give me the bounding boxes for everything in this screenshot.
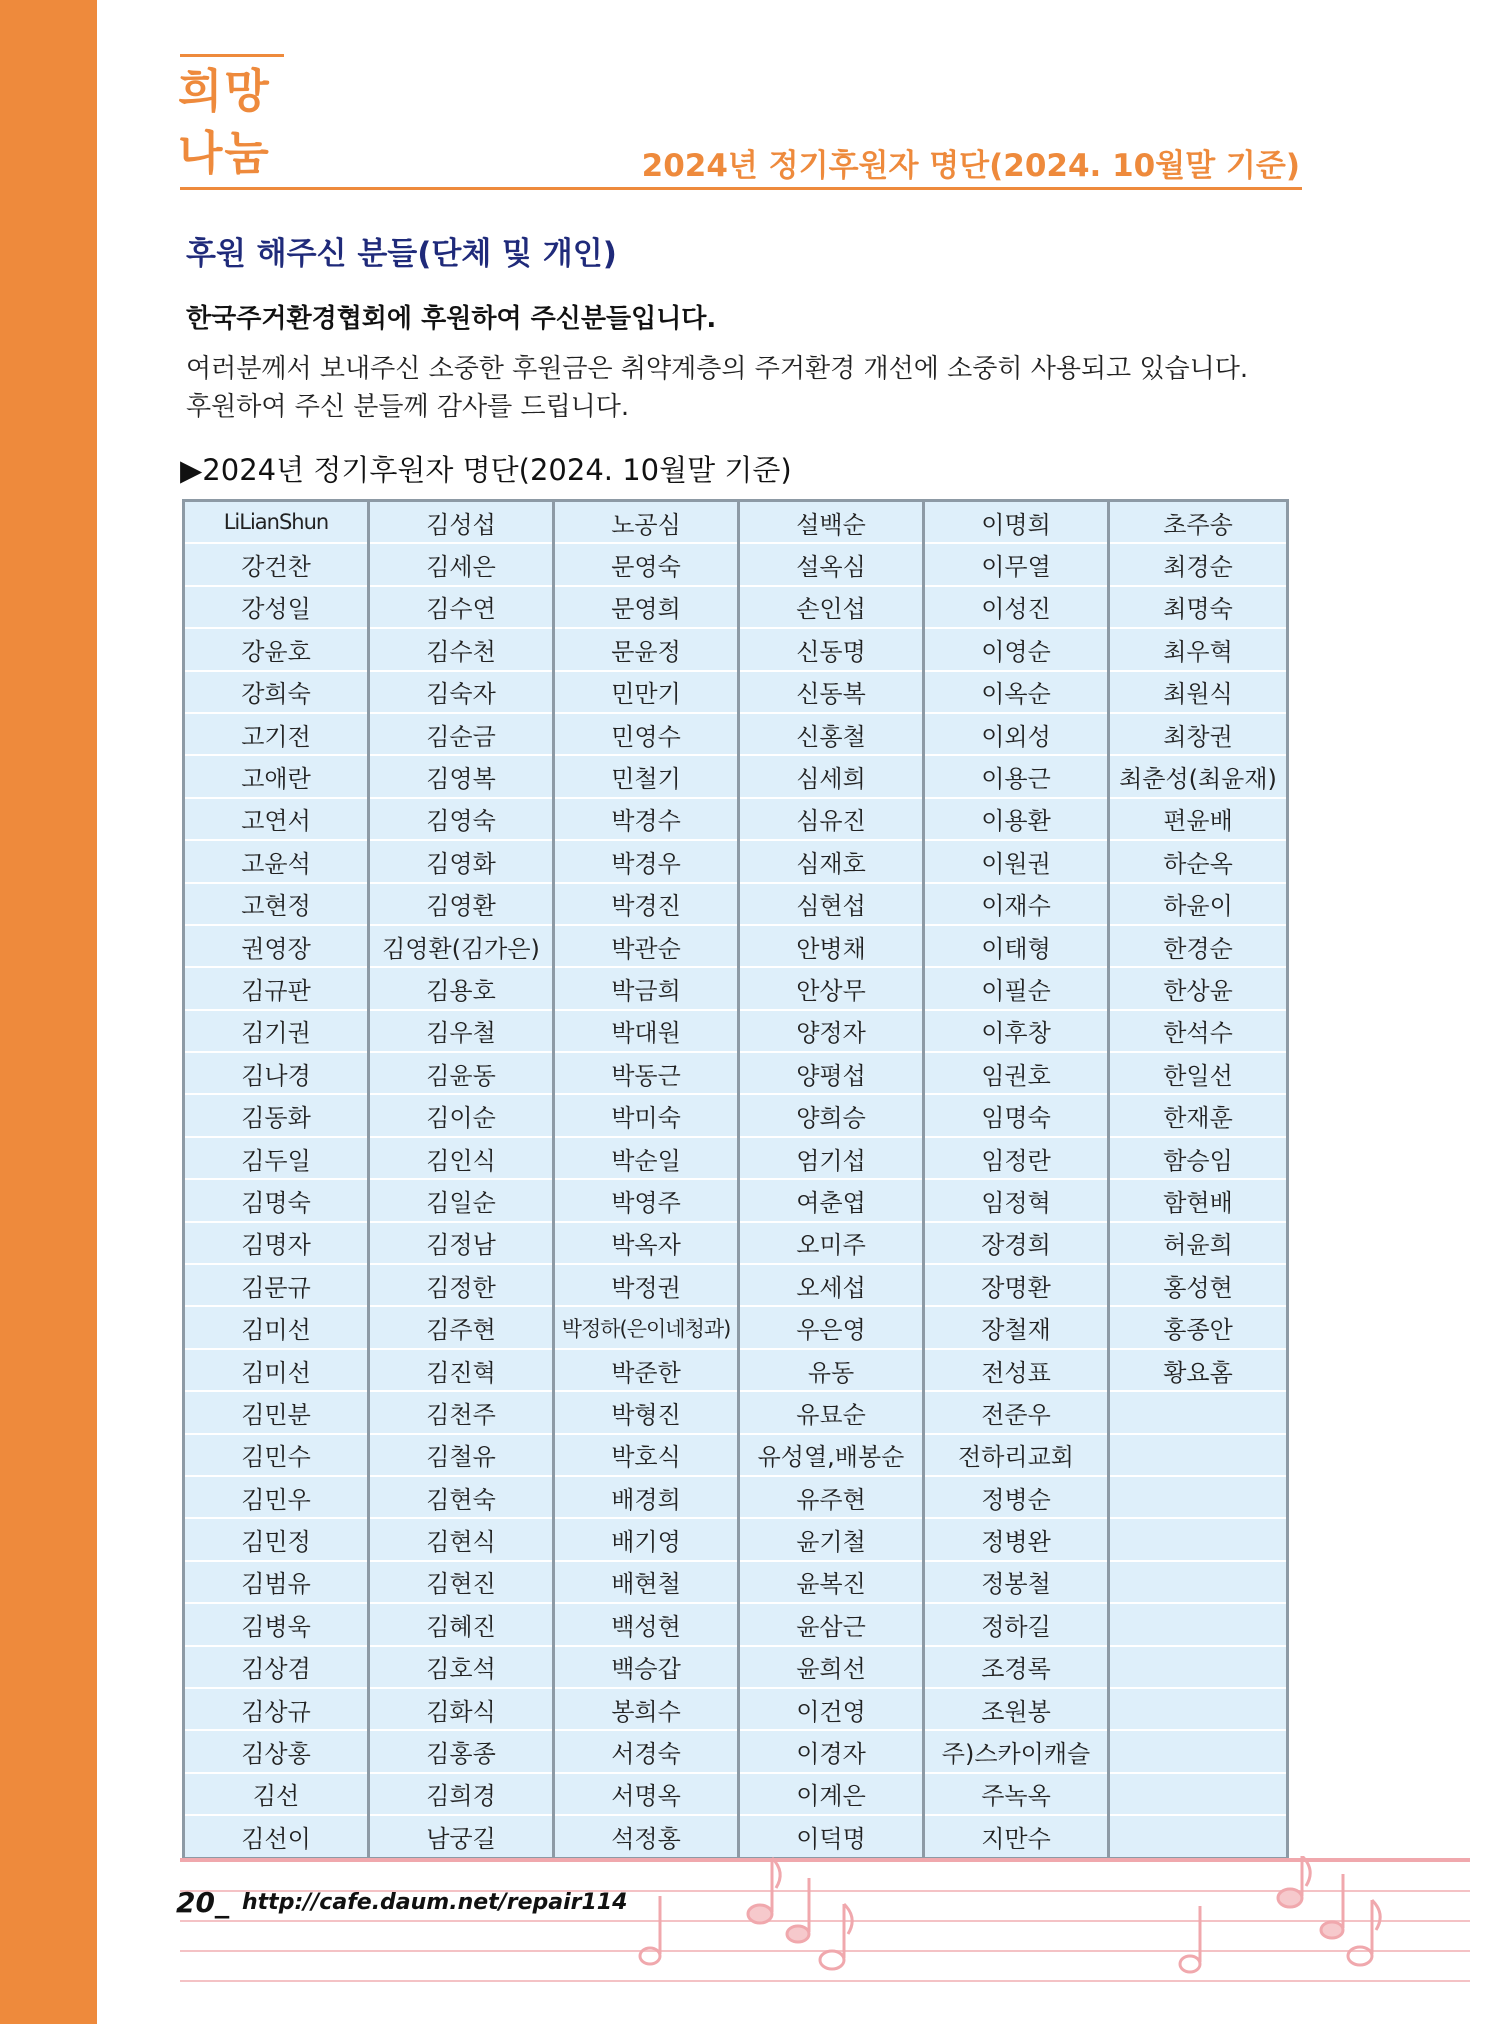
- donor-name-cell: 임권호: [924, 1052, 1109, 1094]
- donor-name-cell: 백성현: [554, 1603, 739, 1645]
- donor-name-cell: 안상무: [739, 967, 924, 1009]
- donor-name-cell: 설옥심: [739, 543, 924, 585]
- donor-name-cell: 전성표: [924, 1349, 1109, 1391]
- donor-name-cell: 박관순: [554, 925, 739, 967]
- donor-name-cell: 박경수: [554, 798, 739, 840]
- table-row: [184, 501, 1288, 544]
- donor-name-cell: 김명자: [184, 1222, 369, 1264]
- donor-name-cell: 홍성현: [1109, 1264, 1288, 1306]
- donor-name-cell: 장명환: [924, 1264, 1109, 1306]
- table-row: [184, 1349, 1288, 1391]
- donor-name-cell: 배경희: [554, 1476, 739, 1518]
- donor-name-cell: 김상홍: [184, 1730, 369, 1772]
- donor-name-cell: 박준한: [554, 1349, 739, 1391]
- donor-name-cell: 손인섭: [739, 586, 924, 628]
- donor-name-cell: 백승갑: [554, 1646, 739, 1688]
- donor-name-cell: 함현배: [1109, 1179, 1288, 1221]
- donor-name-cell: 최춘성(최윤재): [1109, 755, 1288, 797]
- donor-name-cell: 한경순: [1109, 925, 1288, 967]
- donor-name-cell: 배기영: [554, 1518, 739, 1560]
- donor-name-cell: 이계은: [739, 1773, 924, 1815]
- header-rule: [180, 187, 1302, 190]
- donor-name-cell: 심현섭: [739, 883, 924, 925]
- donor-name-cell: 김이순: [369, 1094, 554, 1136]
- donor-name-cell: 김민수: [184, 1434, 369, 1476]
- brand-line-1: 희망: [178, 64, 271, 118]
- donor-name-cell: 이용근: [924, 755, 1109, 797]
- donor-name-cell: 김천주: [369, 1391, 554, 1433]
- donor-name-cell: 박순일: [554, 1137, 739, 1179]
- donor-name-cell: 신홍철: [739, 713, 924, 755]
- donor-name-cell: 박금희: [554, 967, 739, 1009]
- donor-name-cell: 김명숙: [184, 1179, 369, 1221]
- donor-name-cell: 박정하(은이네청과): [554, 1306, 739, 1348]
- donor-name-cell: 홍종안: [1109, 1306, 1288, 1348]
- donor-name-cell: 김민정: [184, 1518, 369, 1560]
- donor-name-cell: 김호석: [369, 1646, 554, 1688]
- donor-name-cell: 봉희수: [554, 1688, 739, 1730]
- donor-name-cell: 김현진: [369, 1561, 554, 1603]
- brand-rule: [180, 54, 284, 57]
- donor-name-cell: 설백순: [739, 501, 924, 544]
- donor-table: [182, 499, 1289, 1860]
- donor-name-cell: 유묘순: [739, 1391, 924, 1433]
- donor-name-cell: 한재훈: [1109, 1094, 1288, 1136]
- donor-name-cell: 이외성: [924, 713, 1109, 755]
- donor-name-cell: 고현정: [184, 883, 369, 925]
- donor-name-cell: 박미숙: [554, 1094, 739, 1136]
- donor-name-cell: 이필순: [924, 967, 1109, 1009]
- table-row: [184, 543, 1288, 585]
- donor-name-cell: 유성열,배봉순: [739, 1434, 924, 1476]
- donor-name-cell: 김정남: [369, 1222, 554, 1264]
- table-row: [184, 1052, 1288, 1094]
- footer-url-link[interactable]: http://cafe.daum.net/repair114: [242, 1890, 628, 1915]
- donor-name-cell: 김인식: [369, 1137, 554, 1179]
- donor-name-cell: 박대원: [554, 1010, 739, 1052]
- donor-name-cell: 양정자: [739, 1010, 924, 1052]
- brand-line-2: 나눔: [178, 126, 271, 180]
- donor-name-cell: 김두일: [184, 1137, 369, 1179]
- intro-paragraph: [186, 350, 1306, 426]
- donor-name-cell: 김현식: [369, 1518, 554, 1560]
- donor-name-cell: 편윤배: [1109, 798, 1288, 840]
- table-row: [184, 798, 1288, 840]
- donor-name-cell: 심세희: [739, 755, 924, 797]
- donor-name-cell: 박형진: [554, 1391, 739, 1433]
- donor-name-cell: 최명숙: [1109, 586, 1288, 628]
- page-header-title: 2024년 정기후원자 명단(2024. 10월말 기준): [641, 148, 1300, 184]
- section-heading: 후원 해주신 분들(단체 및 개인): [186, 236, 617, 272]
- donor-name-cell: [1109, 1434, 1288, 1476]
- table-row: [184, 1773, 1288, 1815]
- table-row: [184, 1730, 1288, 1772]
- donor-name-cell: 이재수: [924, 883, 1109, 925]
- donor-name-cell: 이덕명: [739, 1815, 924, 1858]
- table-row: [184, 1179, 1288, 1221]
- donor-name-cell: 정병완: [924, 1518, 1109, 1560]
- donor-name-cell: 김영환(김가은): [369, 925, 554, 967]
- donor-name-cell: 임명숙: [924, 1094, 1109, 1136]
- donor-name-cell: 배현철: [554, 1561, 739, 1603]
- donor-name-cell: 김용호: [369, 967, 554, 1009]
- donor-name-cell: 강건찬: [184, 543, 369, 585]
- donor-name-cell: 양희승: [739, 1094, 924, 1136]
- donor-name-cell: 강윤호: [184, 628, 369, 670]
- donor-name-cell: 유동: [739, 1349, 924, 1391]
- donor-name-cell: 지만수: [924, 1815, 1109, 1858]
- donor-name-cell: 최경순: [1109, 543, 1288, 585]
- table-row: [184, 1561, 1288, 1603]
- donor-name-cell: 김영환: [369, 883, 554, 925]
- donor-name-cell: 안병채: [739, 925, 924, 967]
- donor-name-cell: [1109, 1561, 1288, 1603]
- donor-name-cell: 김상겸: [184, 1646, 369, 1688]
- donor-name-cell: 정봉철: [924, 1561, 1109, 1603]
- donor-name-cell: 민영수: [554, 713, 739, 755]
- donor-name-cell: [1109, 1476, 1288, 1518]
- donor-name-cell: 박옥자: [554, 1222, 739, 1264]
- table-row: [184, 883, 1288, 925]
- donor-name-cell: 정하길: [924, 1603, 1109, 1645]
- donor-name-cell: 박정권: [554, 1264, 739, 1306]
- donor-name-cell: 박경우: [554, 840, 739, 882]
- donor-name-cell: 고애란: [184, 755, 369, 797]
- donor-name-cell: 김정한: [369, 1264, 554, 1306]
- table-row: [184, 1222, 1288, 1264]
- donor-name-cell: 김일순: [369, 1179, 554, 1221]
- donor-name-cell: 윤삼근: [739, 1603, 924, 1645]
- donor-name-cell: 양평섭: [739, 1052, 924, 1094]
- donor-name-cell: 김화식: [369, 1688, 554, 1730]
- donor-name-cell: 심유진: [739, 798, 924, 840]
- donor-name-cell: 오미주: [739, 1222, 924, 1264]
- donor-name-cell: 김문규: [184, 1264, 369, 1306]
- music-notes-icon: [620, 1856, 880, 1976]
- donor-name-cell: 최원식: [1109, 671, 1288, 713]
- donor-name-cell: 박경진: [554, 883, 739, 925]
- table-row: [184, 671, 1288, 713]
- table-row: [184, 628, 1288, 670]
- donor-name-cell: 김철유: [369, 1434, 554, 1476]
- donor-name-cell: 이태형: [924, 925, 1109, 967]
- table-row: [184, 755, 1288, 797]
- donor-name-cell: 오세섭: [739, 1264, 924, 1306]
- table-row: [184, 1646, 1288, 1688]
- table-row: [184, 1137, 1288, 1179]
- donor-name-cell: 임정혁: [924, 1179, 1109, 1221]
- donor-name-cell: [1109, 1603, 1288, 1645]
- donor-name-cell: [1109, 1518, 1288, 1560]
- donor-name-cell: 김숙자: [369, 671, 554, 713]
- donor-name-cell: 문영숙: [554, 543, 739, 585]
- table-row: [184, 1688, 1288, 1730]
- donor-name-cell: 조원봉: [924, 1688, 1109, 1730]
- donor-name-cell: 장경희: [924, 1222, 1109, 1264]
- donor-name-cell: 이후창: [924, 1010, 1109, 1052]
- donor-name-cell: 김주현: [369, 1306, 554, 1348]
- donor-name-cell: LiLianShun: [184, 501, 369, 544]
- donor-name-cell: 박동근: [554, 1052, 739, 1094]
- donor-name-cell: 노공심: [554, 501, 739, 544]
- donor-name-cell: 주녹옥: [924, 1773, 1109, 1815]
- donor-name-cell: [1109, 1730, 1288, 1772]
- donor-name-cell: 서경숙: [554, 1730, 739, 1772]
- donor-name-cell: 문윤정: [554, 628, 739, 670]
- table-row: [184, 1264, 1288, 1306]
- table-row: [184, 1476, 1288, 1518]
- donor-name-cell: [1109, 1688, 1288, 1730]
- table-row: [184, 967, 1288, 1009]
- side-color-bar: [0, 0, 97, 2024]
- donor-name-cell: 윤희선: [739, 1646, 924, 1688]
- donor-name-cell: 한일선: [1109, 1052, 1288, 1094]
- table-row: [184, 1815, 1288, 1858]
- table-row: [184, 1603, 1288, 1645]
- donor-name-cell: 이경자: [739, 1730, 924, 1772]
- donor-name-cell: 전하리교회: [924, 1434, 1109, 1476]
- donor-name-cell: 김상규: [184, 1688, 369, 1730]
- donor-name-cell: 김혜진: [369, 1603, 554, 1645]
- donor-name-cell: 서명옥: [554, 1773, 739, 1815]
- donor-name-cell: 신동명: [739, 628, 924, 670]
- donor-name-cell: 신동복: [739, 671, 924, 713]
- donor-name-cell: 황요홈: [1109, 1349, 1288, 1391]
- donor-name-cell: 하순옥: [1109, 840, 1288, 882]
- donor-name-cell: 허윤희: [1109, 1222, 1288, 1264]
- table-row: [184, 586, 1288, 628]
- donor-name-cell: 김성섭: [369, 501, 554, 544]
- donor-name-cell: 이성진: [924, 586, 1109, 628]
- donor-name-cell: 유주현: [739, 1476, 924, 1518]
- donor-name-cell: 김우철: [369, 1010, 554, 1052]
- donor-name-cell: 초주송: [1109, 501, 1288, 544]
- donor-name-cell: 김선: [184, 1773, 369, 1815]
- donor-name-cell: 김선이: [184, 1815, 369, 1858]
- table-row: [184, 840, 1288, 882]
- donor-name-cell: 김현숙: [369, 1476, 554, 1518]
- donor-name-cell: 김세은: [369, 543, 554, 585]
- donor-name-cell: 권영장: [184, 925, 369, 967]
- donor-name-cell: 김범유: [184, 1561, 369, 1603]
- donor-name-cell: 전준우: [924, 1391, 1109, 1433]
- donor-name-cell: 윤복진: [739, 1561, 924, 1603]
- donor-name-cell: 김순금: [369, 713, 554, 755]
- donor-name-cell: 민만기: [554, 671, 739, 713]
- donor-name-cell: 주)스카이캐슬: [924, 1730, 1109, 1772]
- music-notes-icon: [1160, 1856, 1420, 1976]
- donor-name-cell: 김영복: [369, 755, 554, 797]
- intro-line-2: 후원하여 주신 분들께 감사를 드립니다.: [186, 392, 630, 422]
- donor-name-cell: 강성일: [184, 586, 369, 628]
- donor-name-cell: 최우혁: [1109, 628, 1288, 670]
- donor-name-cell: 정병순: [924, 1476, 1109, 1518]
- table-row: [184, 713, 1288, 755]
- donor-name-cell: 김미선: [184, 1349, 369, 1391]
- donor-name-cell: 김홍종: [369, 1730, 554, 1772]
- table-row: [184, 1518, 1288, 1560]
- donor-name-cell: 남궁길: [369, 1815, 554, 1858]
- donor-name-cell: 여춘엽: [739, 1179, 924, 1221]
- donor-name-cell: 문영희: [554, 586, 739, 628]
- donor-name-cell: 이건영: [739, 1688, 924, 1730]
- page-number: 20_: [176, 1886, 229, 1919]
- donor-name-cell: 심재호: [739, 840, 924, 882]
- donor-name-cell: 조경록: [924, 1646, 1109, 1688]
- donor-name-cell: 김동화: [184, 1094, 369, 1136]
- donor-name-cell: 한상윤: [1109, 967, 1288, 1009]
- donor-name-cell: 김수연: [369, 586, 554, 628]
- donor-name-cell: 김진혁: [369, 1349, 554, 1391]
- table-row: [184, 925, 1288, 967]
- staff-line: [180, 1980, 1470, 1982]
- donor-name-cell: 최창권: [1109, 713, 1288, 755]
- donor-name-cell: 이무열: [924, 543, 1109, 585]
- donor-name-cell: 김수천: [369, 628, 554, 670]
- donor-name-cell: 한석수: [1109, 1010, 1288, 1052]
- donor-name-cell: 김나경: [184, 1052, 369, 1094]
- donor-name-cell: 박영주: [554, 1179, 739, 1221]
- list-title: ▶2024년 정기후원자 명단(2024. 10월말 기준): [180, 453, 792, 487]
- donor-name-cell: 김미선: [184, 1306, 369, 1348]
- donor-name-cell: 윤기철: [739, 1518, 924, 1560]
- donor-name-cell: [1109, 1646, 1288, 1688]
- donor-name-cell: 박호식: [554, 1434, 739, 1476]
- donor-name-cell: 김영숙: [369, 798, 554, 840]
- donor-name-cell: 김규판: [184, 967, 369, 1009]
- donor-name-cell: 김병욱: [184, 1603, 369, 1645]
- donor-name-cell: 고기전: [184, 713, 369, 755]
- donor-name-cell: 김민우: [184, 1476, 369, 1518]
- donor-name-cell: 이명희: [924, 501, 1109, 544]
- donor-name-cell: [1109, 1773, 1288, 1815]
- table-row: [184, 1434, 1288, 1476]
- table-row: [184, 1010, 1288, 1052]
- donor-name-cell: [1109, 1815, 1288, 1858]
- table-row: [184, 1094, 1288, 1136]
- donor-name-cell: 김민분: [184, 1391, 369, 1433]
- donor-name-cell: 하윤이: [1109, 883, 1288, 925]
- donor-name-cell: 우은영: [739, 1306, 924, 1348]
- table-row: [184, 1306, 1288, 1348]
- donor-name-cell: 이원권: [924, 840, 1109, 882]
- donor-name-cell: 강희숙: [184, 671, 369, 713]
- lead-sentence: 한국주거환경협회에 후원하여 주신분들입니다.: [186, 304, 717, 334]
- donor-name-cell: 이용환: [924, 798, 1109, 840]
- donor-name-cell: 함승임: [1109, 1137, 1288, 1179]
- donor-name-cell: 김희경: [369, 1773, 554, 1815]
- donor-name-cell: 임정란: [924, 1137, 1109, 1179]
- donor-name-cell: [1109, 1391, 1288, 1433]
- donor-name-cell: 고윤석: [184, 840, 369, 882]
- donor-name-cell: 김영화: [369, 840, 554, 882]
- intro-line-1: 여러분께서 보내주신 소중한 후원금은 취약계층의 주거환경 개선에 소중히 사용되고 있습니다.: [186, 354, 1249, 384]
- table-row: [184, 1391, 1288, 1433]
- donor-name-cell: 석정홍: [554, 1815, 739, 1858]
- donor-table-body: [184, 501, 1288, 1859]
- donor-name-cell: 엄기섭: [739, 1137, 924, 1179]
- donor-name-cell: 이영순: [924, 628, 1109, 670]
- donor-name-cell: 민철기: [554, 755, 739, 797]
- brand-logo: [178, 60, 271, 184]
- donor-name-cell: 김윤동: [369, 1052, 554, 1094]
- donor-name-cell: 고연서: [184, 798, 369, 840]
- donor-name-cell: 이옥순: [924, 671, 1109, 713]
- donor-name-cell: 김기권: [184, 1010, 369, 1052]
- donor-name-cell: 장철재: [924, 1306, 1109, 1348]
